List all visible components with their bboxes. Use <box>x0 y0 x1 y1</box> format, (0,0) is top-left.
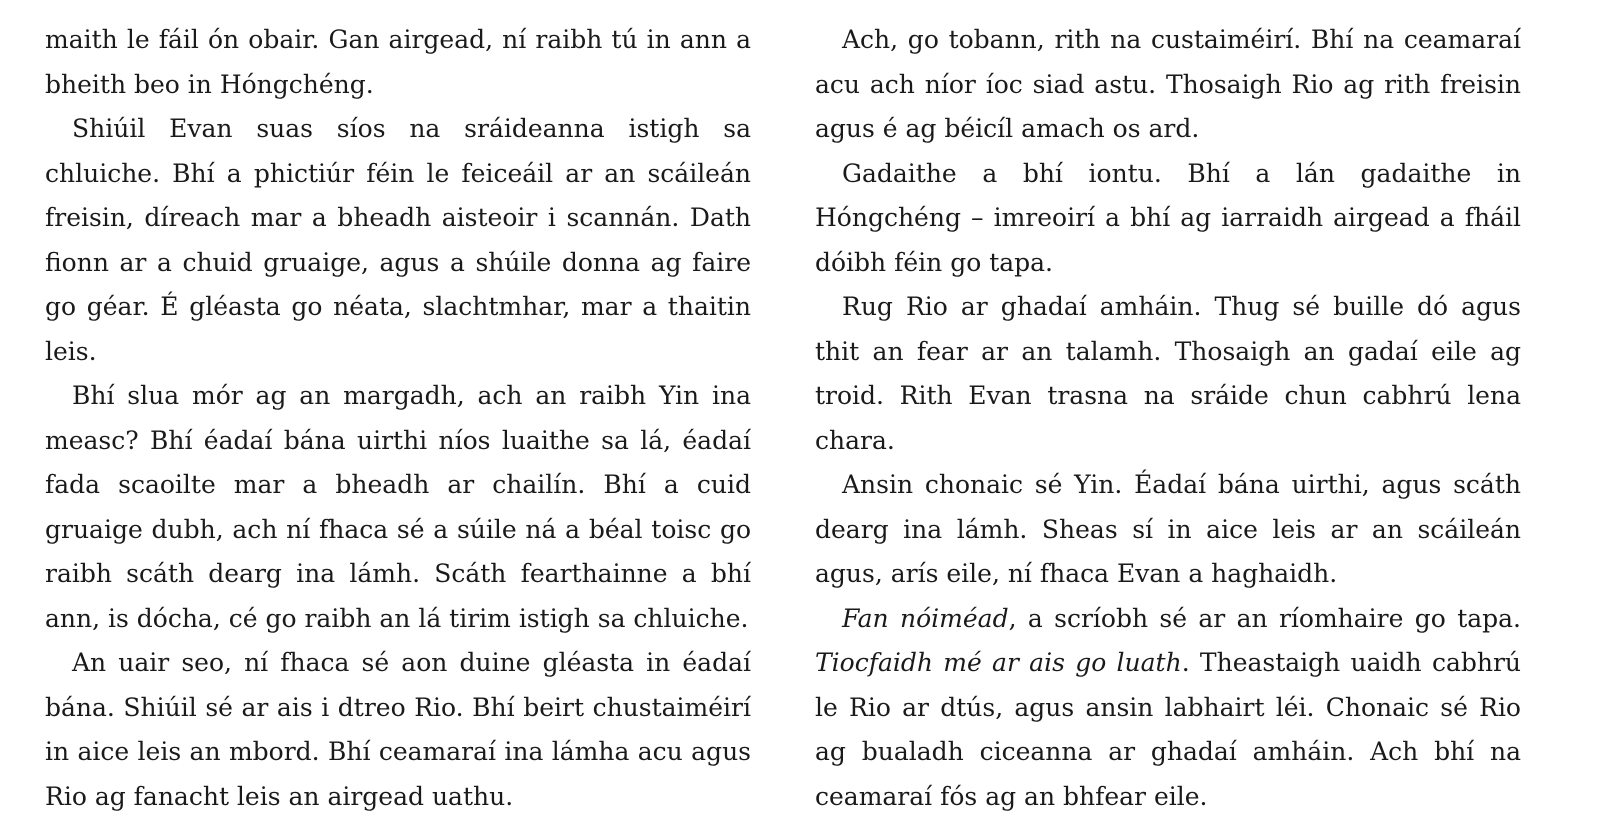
paragraph: Ach, go tobann, rith na custaiméirí. Bhí na ceamaraí acu ach níor íoc siad astu. Thosaigh Rio ag rith freisin agus é ag béicíl amach os ard. <box>815 25 1521 143</box>
paragraph <box>815 597 1521 820</box>
left-column <box>45 18 751 819</box>
paragraph: An uair seo, ní fhaca sé aon duine gléasta in éadaí bána. Shiúil sé ar ais i dtreo Rio. Bhí beirt chustaiméirí in aice leis an mbord. Bhí ceamaraí ina lámha acu agus Rio ag fanacht leis an airgead uathu. <box>45 648 751 811</box>
italic-phrase: Fan nóiméad <box>842 603 1009 633</box>
paragraph-text: . Theastaigh uaidh cabhrú le Rio ar dtús, agus ansin labhairt léi. Chonaic sé Rio ag bualadh ciceanna ar ghadaí amháin. Ach bhí na ceamaraí fós ag an bhfear eile. <box>815 648 1522 811</box>
paragraph: Ansin chonaic sé Yin. Éadaí bána uirthi, agus scáth dearg ina lámh. Sheas sí in aice leis ar an scáileán agus, arís eile, ní fhaca Evan a haghaidh. <box>815 470 1521 588</box>
book-page <box>0 18 1600 818</box>
paragraph: Rug Rio ar ghadaí amháin. Thug sé buille dó agus thit an fear ar an talamh. Thosaigh an gadaí eile ag troid. Rith Evan trasna na sráide chun cabhrú lena chara. <box>815 292 1521 455</box>
paragraph: Shiúil Evan suas síos na sráideanna istigh sa chluiche. Bhí a phictiúr féin le feiceáil ar an scáileán freisin, díreach mar a bheadh aisteoir i scannán. Dath fionn ar a chuid gruaige, agus a shúile donna ag faire go géar. É gléasta go néata, slachtmhar, mar a thaitin leis. <box>45 114 751 366</box>
paragraph: Bhí slua mór ag an margadh, ach an raibh Yin ina measc? Bhí éadaí bána uirthi níos luaithe sa lá, éadaí fada scaoilte mar a bheadh ar chailín. Bhí a cuid gruaige dubh, ach ní fhaca sé a súile ná a béal toisc go raibh scáth dearg ina lámh. Scáth fearthainne a bhí ann, is dócha, cé go raibh an lá tirim istigh sa chluiche. <box>45 381 751 633</box>
paragraph: maith le fáil ón obair. Gan airgead, ní raibh tú in ann a bheith beo in Hóngchéng. <box>45 25 751 99</box>
paragraph: Gadaithe a bhí iontu. Bhí a lán gadaithe in Hóngchéng – imreoirí a bhí ag iarraidh airgead a fháil dóibh féin go tapa. <box>815 158 1521 277</box>
italic-phrase: Tiocfaidh mé ar ais go luath <box>815 648 1182 677</box>
right-column <box>815 18 1521 819</box>
paragraph-text: , a scríobh sé ar an ríomhaire go tapa. <box>1008 603 1521 633</box>
